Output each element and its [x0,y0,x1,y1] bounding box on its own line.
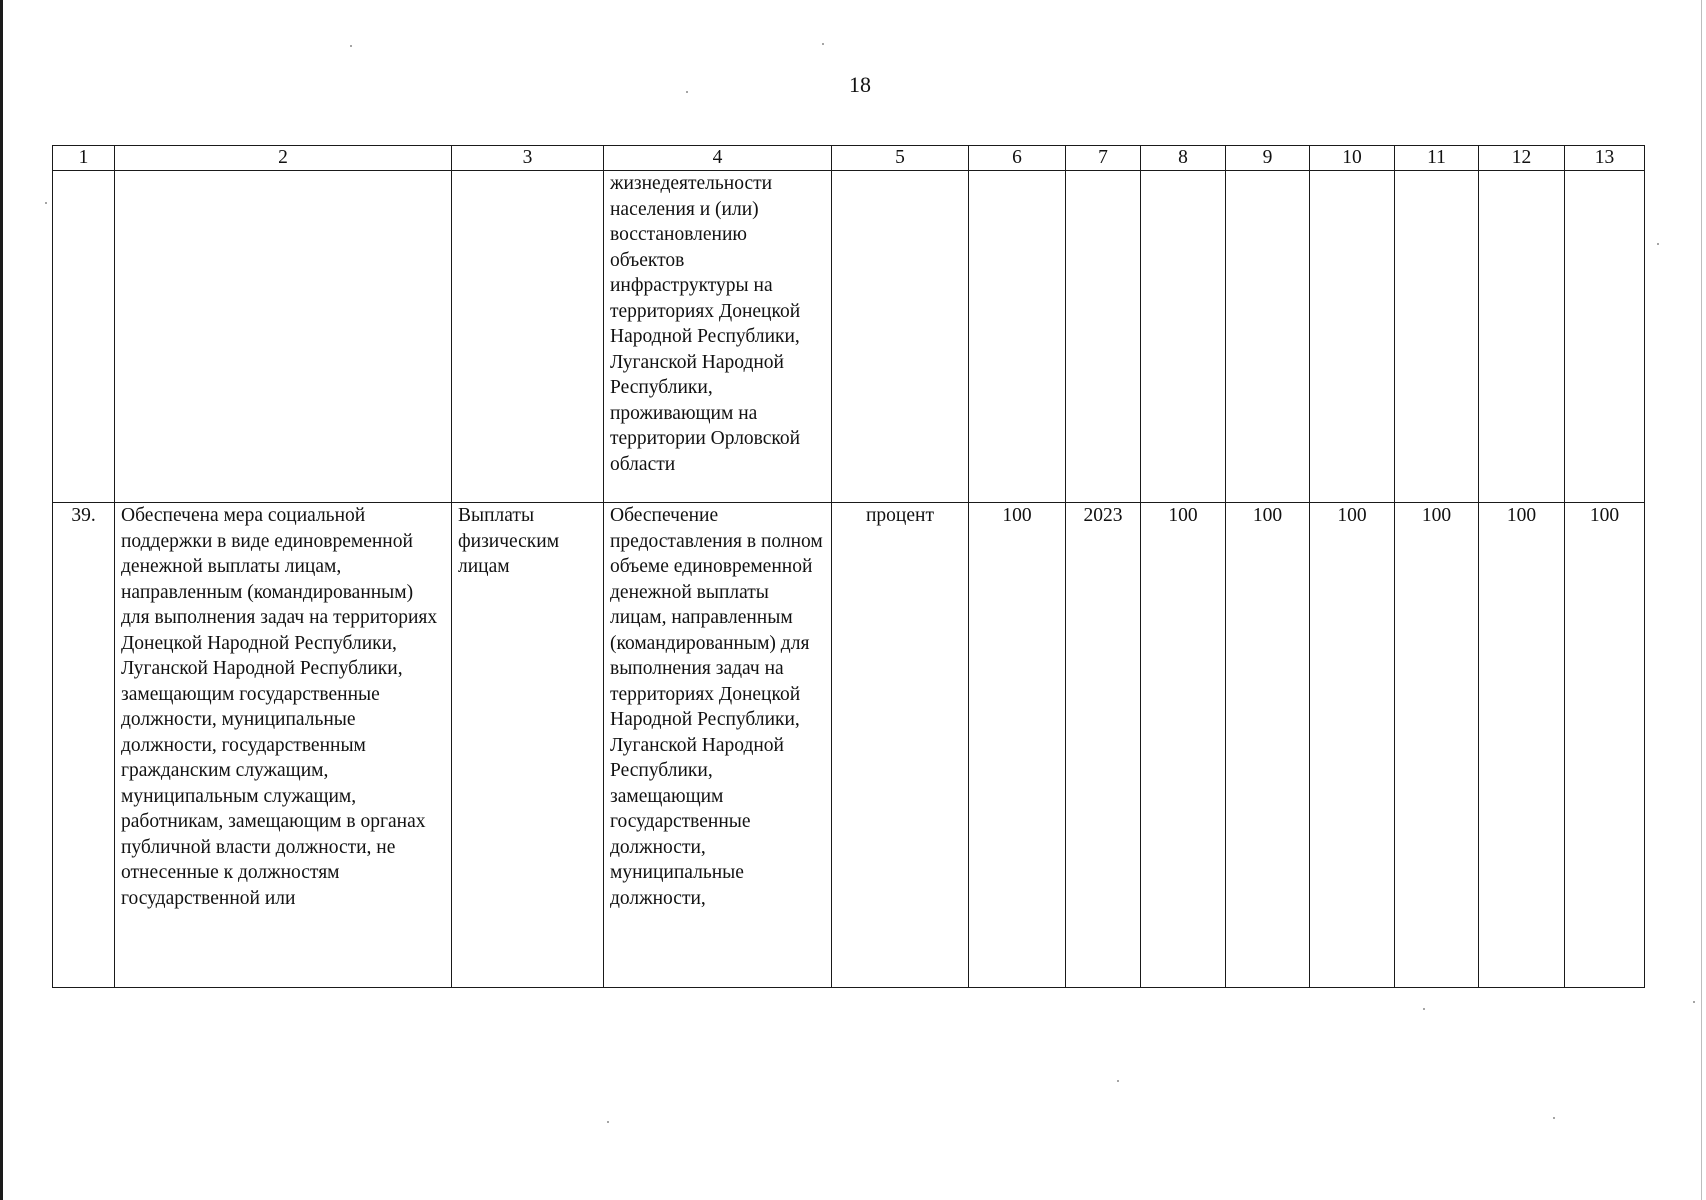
base-year-cell [1066,171,1141,503]
value-cell: 100 [1226,503,1310,988]
value-cell [1479,171,1565,503]
scan-speck [45,202,47,204]
base-year-cell: 2023 [1066,503,1141,988]
unit-cell: процент [832,503,969,988]
column-header: 2 [115,146,452,171]
value-cell: 100 [1479,503,1565,988]
page-number: 18 [849,72,871,97]
scan-speck [1693,1001,1695,1003]
value-cell [1395,171,1479,503]
scan-speck [350,45,352,47]
characteristic-cell: жизнедеятельности населения и (или) восстановлению объектов инфраструктуры на территориях Донецкой Народной Республики, Луганской Народной Республики, проживающим на территории Орловской области [604,171,832,503]
base-value-cell [969,171,1066,503]
base-value-cell: 100 [969,503,1066,988]
column-header: 10 [1310,146,1395,171]
column-header: 13 [1565,146,1645,171]
column-header: 1 [53,146,115,171]
type-cell: Выплаты физическим лицам [452,503,604,988]
column-header: 4 [604,146,832,171]
table-row [53,171,1645,503]
scan-speck [607,1121,609,1123]
result-cell: Обеспечена мера социальной поддержки в виде единовременной денежной выплаты лицам, направленным (командированным) для выполнения задач на территориях Донецкой Народной Республики, Луганской Народной Республики, замещающим государственные должности, муниципальные должности, государственным гражданским служащим, муниципальным служащим, работникам, замещающим в органах публичной власти должности, не отнесенные к должностям государственной или [115,503,452,988]
column-header: 6 [969,146,1066,171]
value-cell [1310,171,1395,503]
value-cell [1565,171,1645,503]
scan-speck [1657,243,1659,245]
column-header: 7 [1066,146,1141,171]
scan-speck [822,43,824,45]
data-table [52,145,1645,988]
column-header: 9 [1226,146,1310,171]
scan-speck [1553,1117,1555,1119]
characteristic-cell: Обеспечение предоставления в полном объеме единовременной денежной выплаты лицам, направленным (командированным) для выполнения задач на территориях Донецкой Народной Республики, Луганской Народной Республики, замещающим государственные должности, муниципальные должности, [604,503,832,988]
value-cell: 100 [1395,503,1479,988]
value-cell: 100 [1310,503,1395,988]
row-number-cell [53,171,115,503]
value-cell [1141,171,1226,503]
column-header: 8 [1141,146,1226,171]
column-header: 11 [1395,146,1479,171]
column-header: 12 [1479,146,1565,171]
value-cell [1226,171,1310,503]
column-header: 5 [832,146,969,171]
value-cell: 100 [1565,503,1645,988]
scan-edge-right [1701,0,1702,1200]
scan-speck [1423,1008,1425,1010]
value-cell: 100 [1141,503,1226,988]
header-row [53,146,1645,171]
table-row [53,503,1645,988]
scan-speck [1117,1080,1119,1082]
unit-cell [832,171,969,503]
scan-edge-left [0,0,3,1200]
column-header: 3 [452,146,604,171]
row-number-cell: 39. [53,503,115,988]
type-cell [452,171,604,503]
result-cell [115,171,452,503]
